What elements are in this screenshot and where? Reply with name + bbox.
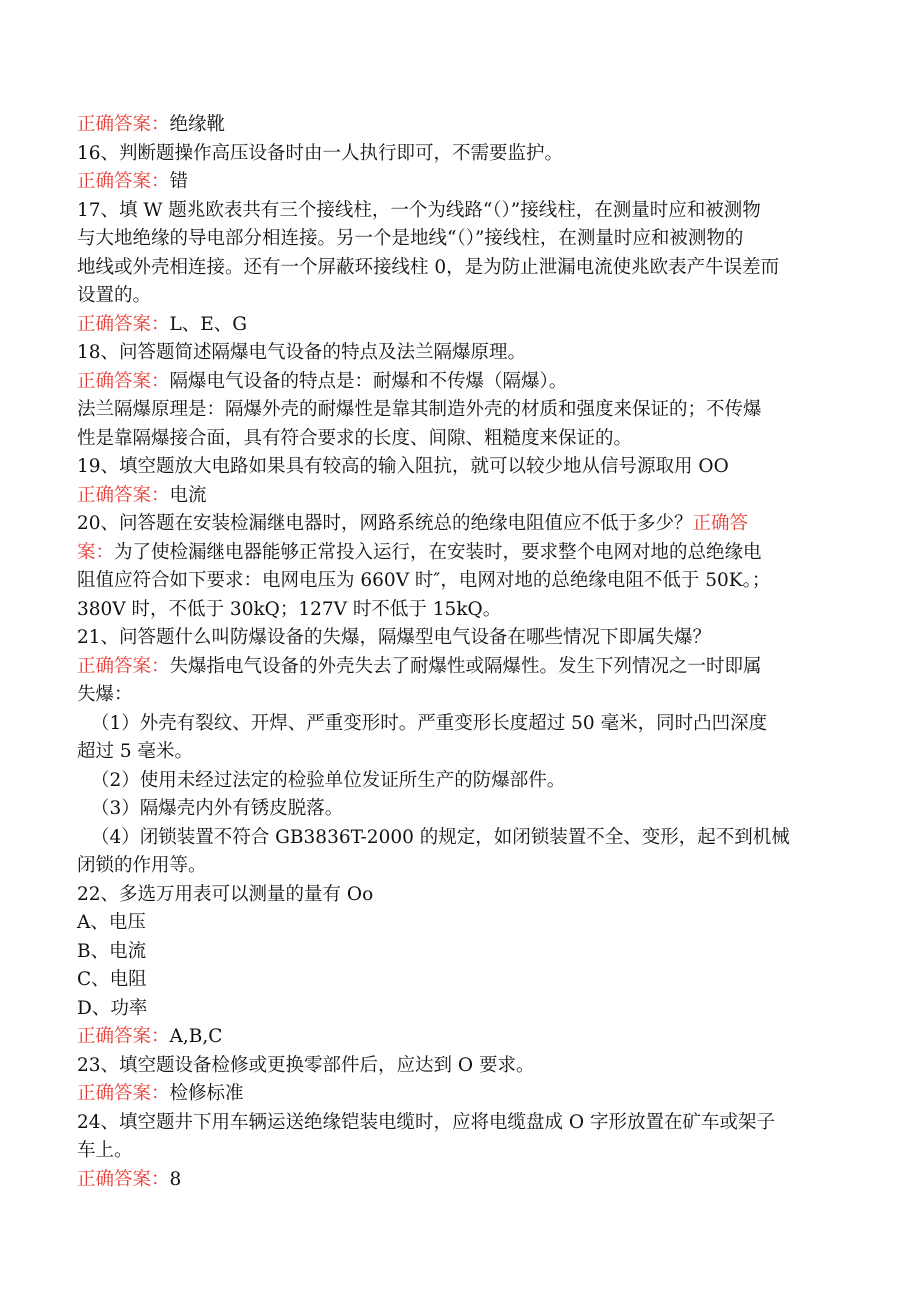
answer-line — [77, 368, 840, 397]
answer-line — [77, 111, 840, 140]
list-item-cont: 闭锁的作用等。 — [77, 855, 207, 876]
question-21: 21、问答题什么叫防爆设备的失爆，隔爆型电气设备在哪些情况下即属失爆？ — [77, 627, 712, 648]
answer-text: 检修标准 — [169, 1083, 244, 1104]
option-a: A、电压 — [77, 912, 146, 933]
question-text: 20、问答题在安装检漏继电器时，网路系统总的绝缘电阻值应不低于多少？ — [77, 513, 693, 534]
option-c: C、电阻 — [77, 969, 147, 990]
answer-line — [77, 539, 840, 568]
list-item-cont: 超过 5 毫米。 — [77, 741, 194, 762]
answer-label: 正确答案： — [77, 484, 170, 506]
list-item: （4）闭锁装置不符合 GB3836T-2000 的规定，如闭锁装置不全、变形，起不到机械 — [91, 826, 790, 848]
answer-line — [77, 1080, 840, 1109]
answer-text: 电流 — [169, 484, 207, 506]
list-item: （2）使用未经过法定的检验单位发证所生产的防爆部件。 — [91, 769, 566, 791]
answer-label: 正确答案： — [77, 171, 170, 192]
question-17-cont: 地线或外壳相连接。还有一个屏蔽环接线柱 0，是为防止泄漏电流使兆欧表产牛误差而 — [77, 256, 780, 278]
list-item: （1）外壳有裂纹、开焊、严重变形时。严重变形长度超过 50 毫米，同时凸凹深度 — [91, 712, 768, 734]
answer-label: 正确答案： — [77, 1026, 170, 1047]
question-23: 23、填空题设备检修或更换零部件后，应达到 O 要求。 — [77, 1054, 535, 1076]
answer-text: A,B,C — [169, 1026, 223, 1047]
answer-line — [77, 168, 840, 197]
answer-cont: 380V 时，不低于 30kQ；127V 时不低于 15kQ。 — [77, 598, 502, 620]
question-20 — [77, 510, 840, 539]
answer-line — [77, 1023, 840, 1052]
answer-line — [77, 311, 840, 340]
question-17: 17、填 W 题兆欧表共有三个接线柱，一个为线路“（）”接线柱，在测量时应和被测物 — [77, 199, 761, 221]
option-b: B、电流 — [77, 940, 147, 962]
question-24: 24、填空题井下用车辆运送绝缘铠装电缆时，应将电缆盘成 O 字形放置在矿车或架子 — [77, 1111, 775, 1133]
answer-label: 正确答案： — [77, 313, 170, 335]
answer-line — [77, 482, 840, 511]
option-d: D、功率 — [77, 997, 148, 1019]
answer-label: 正确答案： — [77, 370, 170, 392]
question-22: 22、多选万用表可以测量的量有 Oo — [77, 883, 374, 905]
question-24-cont: 车上。 — [77, 1140, 133, 1161]
answer-text: 失爆指电气设备的外壳失去了耐爆性或隔爆性。发生下列情况之一时即属 — [169, 655, 762, 677]
answer-text: 为了使检漏继电器能够正常投入运行，在安装时，要求整个电网对地的总绝缘电 — [114, 541, 762, 563]
answer-text: 绝缘靴 — [169, 114, 226, 135]
answer-text: 8 — [169, 1168, 182, 1190]
answer-cont: 性是靠隔爆接合面，具有符合要求的长度、间隙、粗糙度来保证的。 — [77, 427, 633, 449]
answer-cont: 失爆： — [77, 684, 133, 705]
question-17-cont: 与大地绝缘的导电部分相连接。另一个是地线“（）”接线柱，在测量时应和被测物的 — [77, 228, 744, 249]
answer-text: 隔爆电气设备的特点是：耐爆和不传爆（隔爆）。 — [169, 370, 568, 392]
answer-label: 正确答案： — [77, 1168, 170, 1190]
answer-line — [77, 653, 840, 682]
answer-label: 案： — [77, 541, 115, 563]
answer-label: 正确答 — [692, 513, 749, 534]
answer-label: 正确答案： — [77, 655, 170, 677]
answer-cont: 阻值应符合如下要求：电网电压为 660V 时″，电网对地的总绝缘电阻不低于 50K。； — [77, 570, 771, 591]
answer-label: 正确答案： — [77, 114, 170, 135]
answer-label: 正确答案： — [77, 1083, 170, 1104]
answer-line — [77, 1166, 840, 1195]
question-16: 16、判断题操作高压设备时由一人执行即可，不需要监护。 — [77, 142, 564, 164]
answer-text: 错 — [169, 171, 189, 192]
answer-text: L、E、G — [169, 313, 248, 335]
list-item: （3）隔爆壳内外有锈皮脱落。 — [91, 798, 344, 819]
answer-cont: 法兰隔爆原理是：隔爆外壳的耐爆性是靠其制造外壳的材质和强度来保证的；不传爆 — [77, 399, 762, 420]
question-17-cont: 设置的。 — [77, 285, 152, 306]
question-19: 19、填空题放大电路如果具有较高的输入阻抗，就可以较少地从信号源取用 OO — [77, 456, 729, 477]
question-18: 18、问答题简述隔爆电气设备的特点及法兰隔爆原理。 — [77, 342, 527, 363]
